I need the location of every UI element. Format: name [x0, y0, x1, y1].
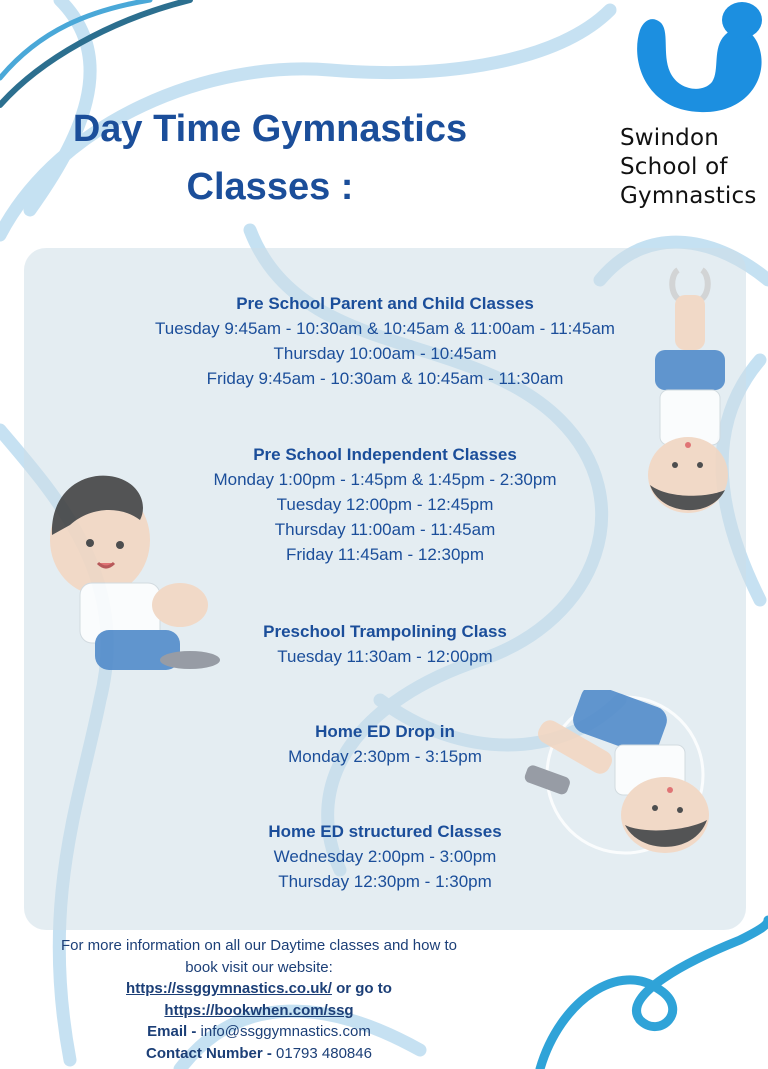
section-title: Preschool Trampolining Class	[263, 622, 507, 641]
bookwhen-row	[20, 1000, 498, 1022]
page-title-line-1: Day Time Gymnastics	[72, 108, 468, 150]
class-section-home-ed-structured	[24, 819, 746, 894]
info-text-line-1: For more information on all our Daytime classes and how to	[60, 937, 457, 954]
contact-row	[20, 1043, 498, 1065]
class-section-preschool-trampolining	[24, 619, 746, 669]
section-title: Pre School Independent Classes	[253, 445, 517, 464]
contact-footer	[20, 935, 498, 1064]
or-go-to-text: or go to	[331, 980, 392, 997]
logo-line-1: Swindon	[620, 125, 720, 151]
logo-line-2: School of	[620, 154, 728, 180]
schedule-line: Thursday 10:00am - 10:45am	[273, 344, 497, 363]
section-title: Pre School Parent and Child Classes	[236, 294, 534, 313]
schedule-line: Friday 9:45am - 10:30am & 10:45am - 11:30am	[206, 369, 564, 388]
school-logo	[612, 0, 768, 215]
schedule-line: Friday 11:45am - 12:30pm	[285, 545, 485, 564]
email-label: Email -	[147, 1023, 201, 1040]
info-text-line-2: book visit our website:	[185, 958, 333, 976]
logo-mark-icon	[620, 0, 768, 118]
page-title	[30, 100, 510, 216]
schedule-line: Wednesday 2:00pm - 3:00pm	[273, 847, 497, 866]
schedule-line: Monday 2:30pm - 3:15pm	[288, 747, 482, 766]
class-section-preschool-independent	[24, 442, 746, 567]
class-section-preschool-parent-child	[24, 291, 746, 391]
contact-value: 01793 480846	[276, 1044, 372, 1062]
website-link[interactable]: https://ssggymnastics.co.uk/	[126, 980, 332, 997]
bookwhen-link[interactable]: https://bookwhen.com/ssg	[164, 1001, 354, 1019]
schedule-line: Thursday 11:00am - 11:45am	[274, 520, 496, 539]
schedule-line: Thursday 12:30pm - 1:30pm	[278, 872, 492, 891]
schedule-line: Tuesday 11:30am - 12:00pm	[277, 647, 493, 666]
schedule-line: Tuesday 9:45am - 10:30am & 10:45am & 11:00am - 11:45am	[155, 319, 615, 338]
section-title: Home ED Drop in	[315, 722, 455, 741]
schedule-line: Tuesday 12:00pm - 12:45pm	[276, 495, 494, 514]
section-title: Home ED structured Classes	[268, 822, 502, 841]
website-row	[20, 978, 498, 1000]
email-row	[20, 1021, 498, 1043]
contact-label: Contact Number -	[146, 1044, 277, 1062]
schedule-line: Monday 1:00pm - 1:45pm & 1:45pm - 2:30pm	[213, 470, 557, 489]
logo-wordmark	[620, 124, 768, 211]
email-value[interactable]: info@ssggymnastics.com	[200, 1023, 371, 1040]
page-title-line-2: Classes :	[186, 166, 354, 208]
class-section-home-ed-drop-in	[24, 719, 746, 769]
logo-line-3: Gymnastics	[620, 183, 757, 209]
